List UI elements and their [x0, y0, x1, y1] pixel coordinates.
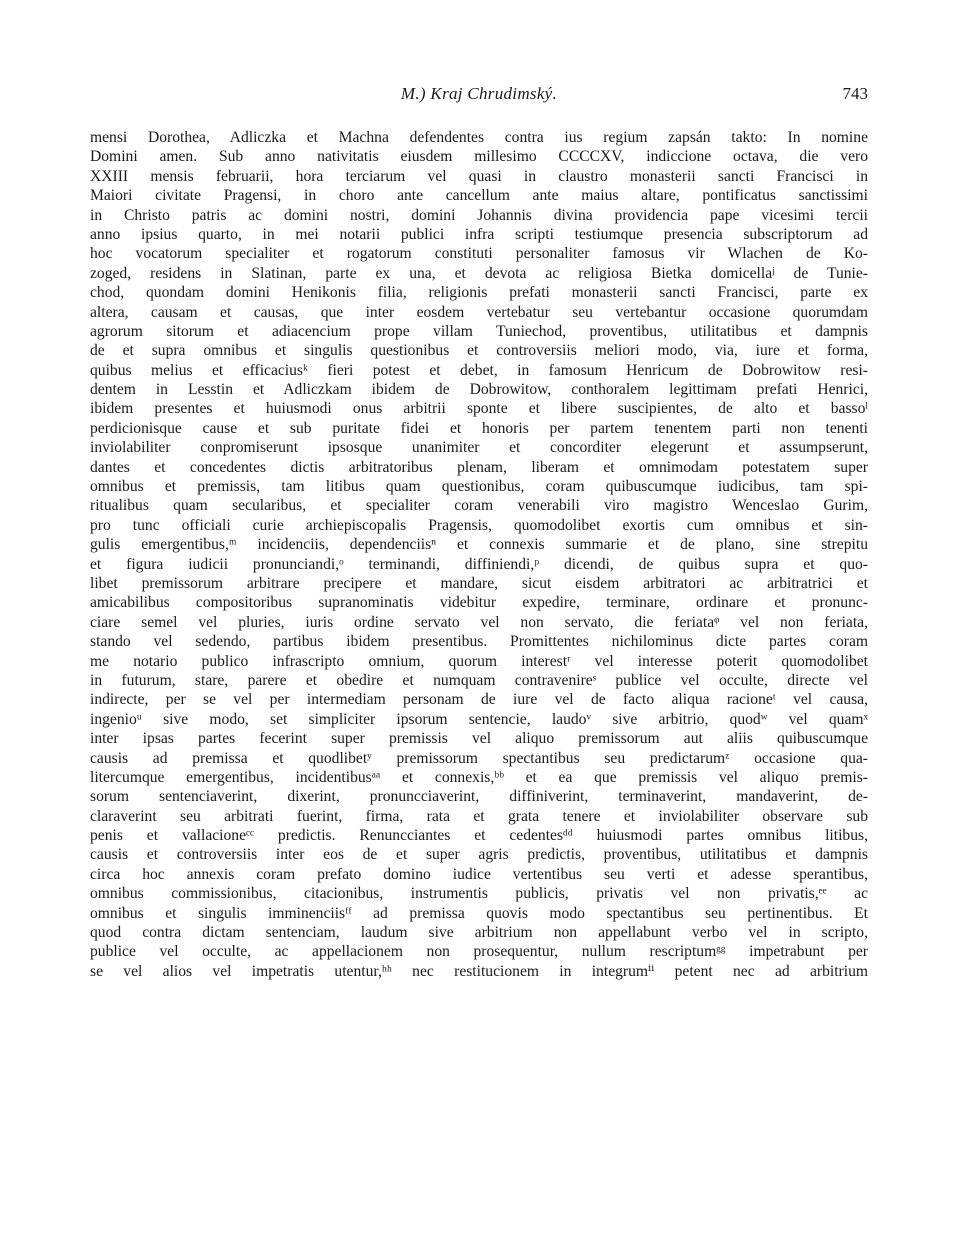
- text-line: omnibus et premissis, tam litibus quam questionibus, coram quibuscumque iudicibus, tam spi-: [90, 478, 868, 496]
- text-line: zoged, residens in Slatinan, parte ex una, et devota ac religiosa Bietka domicellaʲ de Tunie-: [90, 264, 868, 282]
- text-line: XXIII mensis februarii, hora terciarum vel quasi in claustro monasterii sancti Francisci in: [90, 167, 868, 185]
- text-line: claraverint seu arbitrati fuerint, firma, rata et grata tenere et inviolabiliter observare sub: [90, 807, 868, 825]
- text-line: hoc vocatorum specialiter et rogatorum constituti personaliter famosus vir Wlachen de Ko-: [90, 245, 868, 263]
- text-line: me notario publico infrascripto omnium, quorum interestʳ vel interesse poterit quomodolibet: [90, 652, 868, 670]
- text-line: ciare semel vel pluries, iuris ordine servato vel non servato, die feriataᵠ vel non feriata,: [90, 613, 868, 631]
- text-line: agrorum sitorum et adiacencium prope villam Tuniechod, proventibus, utilitatibus et dampnis: [90, 322, 868, 340]
- running-title: M.) Kraj Chrudimský.: [400, 84, 558, 103]
- text-line: altera, causam et causas, que inter eosdem vertebatur seu vertebantur occasione quorumdam: [90, 303, 868, 321]
- text-line: se vel alios vel impetratis utentur,ʰʰ nec restitucionem in integrumⁱⁱ petent nec ad arbitrium: [90, 962, 868, 980]
- text-line: ingenioᵘ sive modo, set simpliciter ipsorum sentencie, laudoᵛ sive arbitrio, quodʷ vel quamˣ: [90, 710, 868, 728]
- text-line: ritualibus quam secularibus, et specialiter coram venerabili viro magistro Wenceslao Gurim,: [90, 497, 868, 515]
- text-line: litercumque emergentibus, incidentibusᵃᵃ et connexis,ᵇᵇ et ea que premissis vel aliquo premis-: [90, 768, 868, 786]
- text-line: indirecte, per se vel per intermediam personam de iure vel de facto aliqua racioneᵗ vel causa,: [90, 691, 868, 709]
- text-line: Domini amen. Sub anno nativitatis eiusdem millesimo CCCCXV, indiccione octava, die vero: [90, 148, 868, 166]
- running-head: [90, 84, 868, 108]
- text-line: mensi Dorothea, Adliczka et Machna defendentes contra ius regium zapsán takto: In nomine: [90, 129, 868, 146]
- text-line: gulis emergentibus,ᵐ incidenciis, dependenciisⁿ et connexis summarie et de plano, sine strepitu: [90, 536, 868, 554]
- text-line: pro tunc officiali curie archiepiscopalis Pragensis, quomodolibet exortis cum omnibus et sin-: [90, 516, 868, 534]
- text-line: omnibus et singulis imminenciisᶠᶠ ad premissa quovis modo spectantibus seu pertinentibus. Et: [90, 904, 868, 922]
- text-line: publice vel occulte, ac appellacionem non prosequentur, nullum rescriptumᵍᵍ impetrabunt per: [90, 943, 868, 961]
- page-number: 743: [842, 84, 868, 103]
- text-line: dentem in Lesstin et Adliczkam ibidem de Dobrowitow, conthoralem legittimam prefati Henrici,: [90, 381, 868, 399]
- text-line: penis et vallacioneᶜᶜ predictis. Renuncciantes et cedentesᵈᵈ huiusmodi partes omnibus litibus,: [90, 827, 868, 845]
- text-line: omnibus commissionibus, citacionibus, instrumentis publicis, privatis vel non privatis,ᵉᵉ ac: [90, 885, 868, 903]
- text-line: dantes et concedentes dictis arbitratoribus plenam, liberam et omnimodam potestatem super: [90, 458, 868, 476]
- text-line: in Christo patris ac domini nostri, domini Johannis divina providencia pape vicesimi tercii: [90, 206, 868, 224]
- text-line: inter ipsas partes fecerint super premissis vel aliquo premissorum aut aliis quibuscumque: [90, 730, 868, 748]
- text-line: libet premissorum arbitrare precipere et mandare, sicut eisdem arbitratori ac arbitratrici et: [90, 574, 868, 592]
- text-line: sorum sentenciaverint, dixerint, pronuncciaverint, diffiniverint, terminaverint, mandaverint, de-: [90, 788, 868, 806]
- text-line: Maiori civitate Pragensi, in choro ante cancellum ante maius altare, pontificatus sanctissimi: [90, 187, 868, 205]
- text-line: et figura iudicii pronunciandi,ᵒ terminandi, diffiniendi,ᵖ dicendi, de quibus supra et quo-: [90, 555, 868, 573]
- text-line: ibidem presentes et huiusmodi onus arbitrii sponte et libere suscipientes, de alto et bassoˡ: [90, 400, 868, 418]
- text-line: de et supra omnibus et singulis questionibus et controversiis meliori modo, via, iure et forma,: [90, 342, 868, 360]
- text-line: inviolabiliter conpromiserunt ipsosque unanimiter et concorditer elegerunt et assumpserunt,: [90, 439, 868, 457]
- text-line: circa hoc annexis coram prefato domino iudice vertentibus seu verti et adesse sperantibus,: [90, 865, 868, 883]
- text-line: quibus melius et efficaciusᵏ fieri potest et debet, in famosum Henricum de Dobrowitow resi-: [90, 361, 868, 379]
- text-line: quod contra dictam sentenciam, laudum sive arbitrium non appellabunt verbo vel in scripto,: [90, 924, 868, 942]
- text-line: in futurum, stare, parere et obedire et numquam contravenireˢ publice vel occulte, directe vel: [90, 671, 868, 689]
- text-line: causis ad premissa et quodlibetʸ premissorum spectantibus seu predictarumᶻ occasione qua-: [90, 749, 868, 767]
- text-line: chod, quondam domini Henikonis filia, religionis prefati monasterii sancti Francisci, parte ex: [90, 284, 868, 302]
- text-line: perdicionisque cause et sub puritate fidei et honoris per partem tenentem parti non tenenti: [90, 419, 868, 437]
- text-line: causis et controversiis inter eos de et super agris predictis, proventibus, utilitatibus et dampnis: [90, 846, 868, 864]
- text-line: stando vel sedendo, partibus ibidem presentibus. Promittentes nichilominus dicte partes coram: [90, 633, 868, 651]
- body-text: [90, 128, 868, 981]
- text-line: amicabilibus compositoribus supranominatis videbitur expedire, terminare, ordinare et pronunc-: [90, 594, 868, 612]
- text-line: anno ipsius quarto, in mei notarii publici infra scripti testiumque presencia subscriptorum ad: [90, 225, 868, 243]
